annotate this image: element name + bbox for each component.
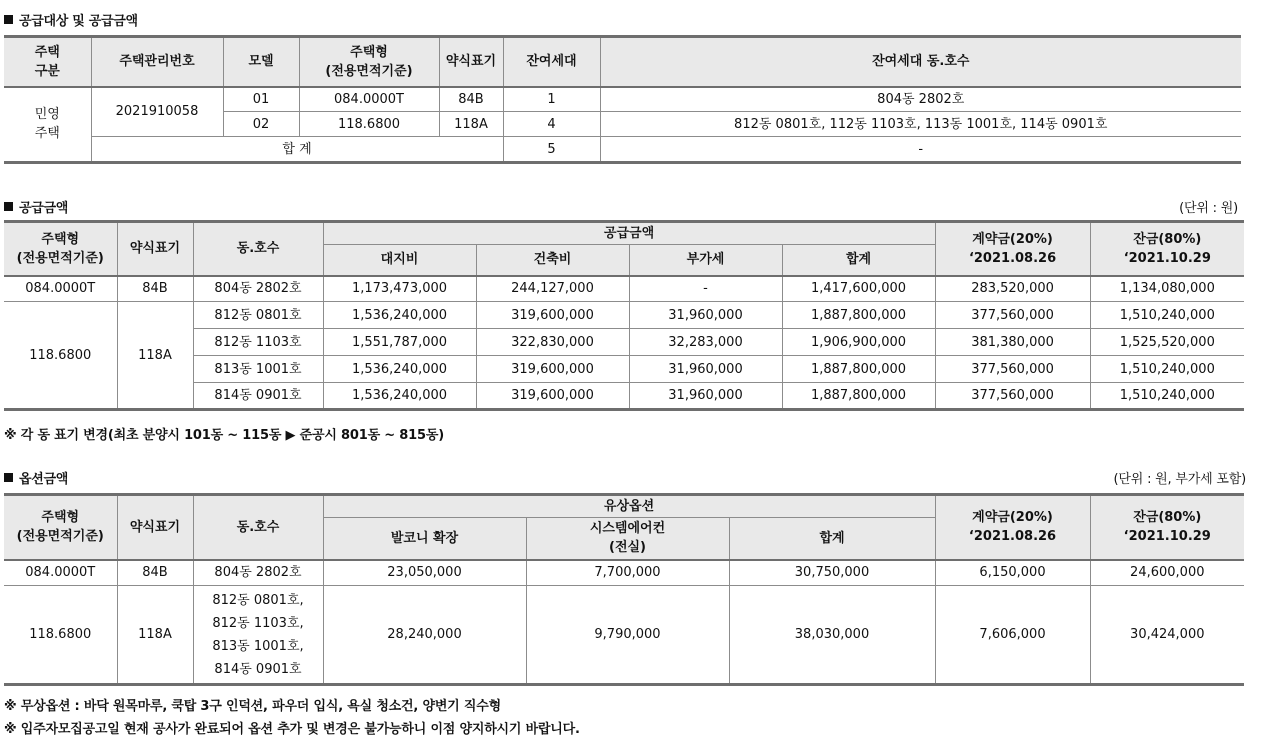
header-model: 모델 — [223, 37, 299, 87]
header-balance: 잔금(80%) ‘2021.10.29 — [1090, 495, 1244, 560]
land-cell: 1,173,473,000 — [323, 276, 476, 302]
balcony-cell: 28,240,000 — [323, 586, 526, 685]
balance-cell: 1,510,240,000 — [1090, 302, 1244, 329]
balance-cell: 30,424,000 — [1090, 586, 1244, 685]
building-cell: 319,600,000 — [476, 302, 629, 329]
header-units: 잔여세대 동.호수 — [600, 37, 1241, 87]
model-cell: 01 — [223, 87, 299, 112]
header-unit: 동.호수 — [193, 495, 323, 560]
balance-cell: 1,510,240,000 — [1090, 356, 1244, 383]
area-cell: 084.0000T — [4, 560, 117, 586]
abbr-cell: 84B — [439, 87, 503, 112]
model-cell: 02 — [223, 112, 299, 137]
balcony-cell: 23,050,000 — [323, 560, 526, 586]
total-cell: 30,750,000 — [729, 560, 935, 586]
section-title-text: 옵션금액 — [19, 472, 69, 487]
free-option-note: ※ 무상옵션 : 바닥 원목마루, 쿡탑 3구 인덕션, 파우더 입식, 욕실 청소건, 양변기 직수형 — [4, 699, 501, 714]
land-cell: 1,536,240,000 — [323, 383, 476, 410]
header-unit: 동.호수 — [193, 222, 323, 276]
table-row — [4, 276, 1244, 302]
vat-cell: 31,960,000 — [629, 383, 782, 410]
total-cell: 1,906,900,000 — [782, 329, 935, 356]
total-cell: 1,887,800,000 — [782, 383, 935, 410]
vat-cell: 31,960,000 — [629, 356, 782, 383]
supply-target-table — [4, 35, 1241, 164]
area-cell: 084.0000T — [4, 276, 117, 302]
dong-rename-note: ※ 각 동 표기 변경(최초 분양시 101동 ~ 115동 ▶ 준공시 801동 ~ 815동) — [4, 428, 444, 443]
balance-cell: 1,525,520,000 — [1090, 329, 1244, 356]
deposit-cell: 377,560,000 — [935, 356, 1090, 383]
unit-cell: 804동 2802호 — [193, 560, 323, 586]
header-deposit: 계약금(20%) ‘2021.08.26 — [935, 495, 1090, 560]
area-cell: 118.6800 — [299, 112, 439, 137]
abbr-cell: 118A — [117, 586, 193, 685]
land-cell: 1,536,240,000 — [323, 356, 476, 383]
abbr-cell: 84B — [117, 276, 193, 302]
square-bullet-icon — [4, 202, 13, 211]
building-cell: 319,600,000 — [476, 383, 629, 410]
header-remaining: 잔여세대 — [503, 37, 600, 87]
abbr-cell: 118A — [439, 112, 503, 137]
table-row — [4, 302, 1244, 329]
header-building: 건축비 — [476, 245, 629, 276]
square-bullet-icon — [4, 15, 13, 24]
deposit-cell: 377,560,000 — [935, 302, 1090, 329]
header-deposit: 계약금(20%) ‘2021.08.26 — [935, 222, 1090, 276]
header-area: 주택형 (전용면적기준) — [299, 37, 439, 87]
table-row — [4, 560, 1244, 586]
unit-cell: 812동 0801호, 812동 1103호, 813동 1001호, 814동 0901호 — [193, 586, 323, 685]
header-aircon: 시스템에어컨 (전실) — [526, 518, 729, 560]
unit-label: (단위 : 원) — [1179, 201, 1238, 216]
section-title-text: 공급대상 및 공급금액 — [19, 14, 138, 29]
supply-price-table — [4, 220, 1244, 411]
section-title-option-price — [4, 468, 68, 487]
abbr-cell: 84B — [117, 560, 193, 586]
building-cell: 244,127,000 — [476, 276, 629, 302]
total-cell: 1,887,800,000 — [782, 356, 935, 383]
building-cell: 322,830,000 — [476, 329, 629, 356]
header-vat: 부가세 — [629, 245, 782, 276]
header-balance: 잔금(80%) ‘2021.10.29 — [1090, 222, 1244, 276]
total-cell: 38,030,000 — [729, 586, 935, 685]
unit-cell: 812동 1103호 — [193, 329, 323, 356]
vat-cell: 31,960,000 — [629, 302, 782, 329]
mgmt-number-cell: 2021910058 — [91, 87, 223, 137]
header-land: 대지비 — [323, 245, 476, 276]
vat-cell: - — [629, 276, 782, 302]
unit-cell: 804동 2802호 — [193, 276, 323, 302]
balance-cell: 1,134,080,000 — [1090, 276, 1244, 302]
aircon-cell: 7,700,000 — [526, 560, 729, 586]
vat-cell: 32,283,000 — [629, 329, 782, 356]
header-total: 합계 — [729, 518, 935, 560]
header-abbr: 약식표기 — [117, 495, 193, 560]
units-cell: 812동 0801호, 112동 1103호, 113동 1001호, 114동 0901호 — [600, 112, 1241, 137]
total-label-cell: 합 계 — [91, 137, 503, 163]
header-abbr: 약식표기 — [117, 222, 193, 276]
land-cell: 1,551,787,000 — [323, 329, 476, 356]
unit-cell: 814동 0901호 — [193, 383, 323, 410]
building-cell: 319,600,000 — [476, 356, 629, 383]
header-mgmt-no: 주택관리번호 — [91, 37, 223, 87]
area-cell: 118.6800 — [4, 586, 117, 685]
total-count-cell: 5 — [503, 137, 600, 163]
deposit-cell: 7,606,000 — [935, 586, 1090, 685]
unit-label: (단위 : 원, 부가세 포함) — [1113, 472, 1246, 487]
total-row — [4, 137, 1241, 163]
header-paid-option: 유상옵션 — [323, 495, 935, 518]
deposit-cell: 6,150,000 — [935, 560, 1090, 586]
header-abbr: 약식표기 — [439, 37, 503, 87]
unit-cell: 812동 0801호 — [193, 302, 323, 329]
header-housing-type: 주택 구분 — [4, 37, 91, 87]
deposit-cell: 283,520,000 — [935, 276, 1090, 302]
abbr-cell: 118A — [117, 302, 193, 410]
land-cell: 1,536,240,000 — [323, 302, 476, 329]
balance-cell: 24,600,000 — [1090, 560, 1244, 586]
table-header-row — [4, 495, 1244, 518]
section-title-supply-price — [4, 197, 68, 216]
section-title-supply-target — [4, 10, 138, 29]
units-cell: 804동 2802호 — [600, 87, 1241, 112]
deposit-cell: 381,380,000 — [935, 329, 1090, 356]
total-cell: 1,887,800,000 — [782, 302, 935, 329]
total-cell: 1,417,600,000 — [782, 276, 935, 302]
header-area: 주택형 (전용면적기준) — [4, 222, 117, 276]
area-cell: 118.6800 — [4, 302, 117, 410]
section-title-text: 공급금액 — [19, 201, 69, 216]
count-cell: 1 — [503, 87, 600, 112]
option-change-note: ※ 입주자모집공고일 현재 공사가 완료되어 옵션 추가 및 변경은 불가능하니 이점 양지하시기 바랍니다. — [4, 722, 580, 737]
area-cell: 084.0000T — [299, 87, 439, 112]
housing-type-cell: 민영 주택 — [4, 87, 91, 163]
header-total: 합계 — [782, 245, 935, 276]
table-header-row — [4, 222, 1244, 245]
table-row — [4, 87, 1241, 112]
option-price-table — [4, 493, 1244, 686]
square-bullet-icon — [4, 473, 13, 482]
balance-cell: 1,510,240,000 — [1090, 383, 1244, 410]
unit-cell: 813동 1001호 — [193, 356, 323, 383]
table-header-row — [4, 37, 1241, 87]
header-area: 주택형 (전용면적기준) — [4, 495, 117, 560]
deposit-cell: 377,560,000 — [935, 383, 1090, 410]
header-supply-price: 공급금액 — [323, 222, 935, 245]
count-cell: 4 — [503, 112, 600, 137]
aircon-cell: 9,790,000 — [526, 586, 729, 685]
header-balcony: 발코니 확장 — [323, 518, 526, 560]
table-row — [4, 586, 1244, 685]
total-units-cell: - — [600, 137, 1241, 163]
